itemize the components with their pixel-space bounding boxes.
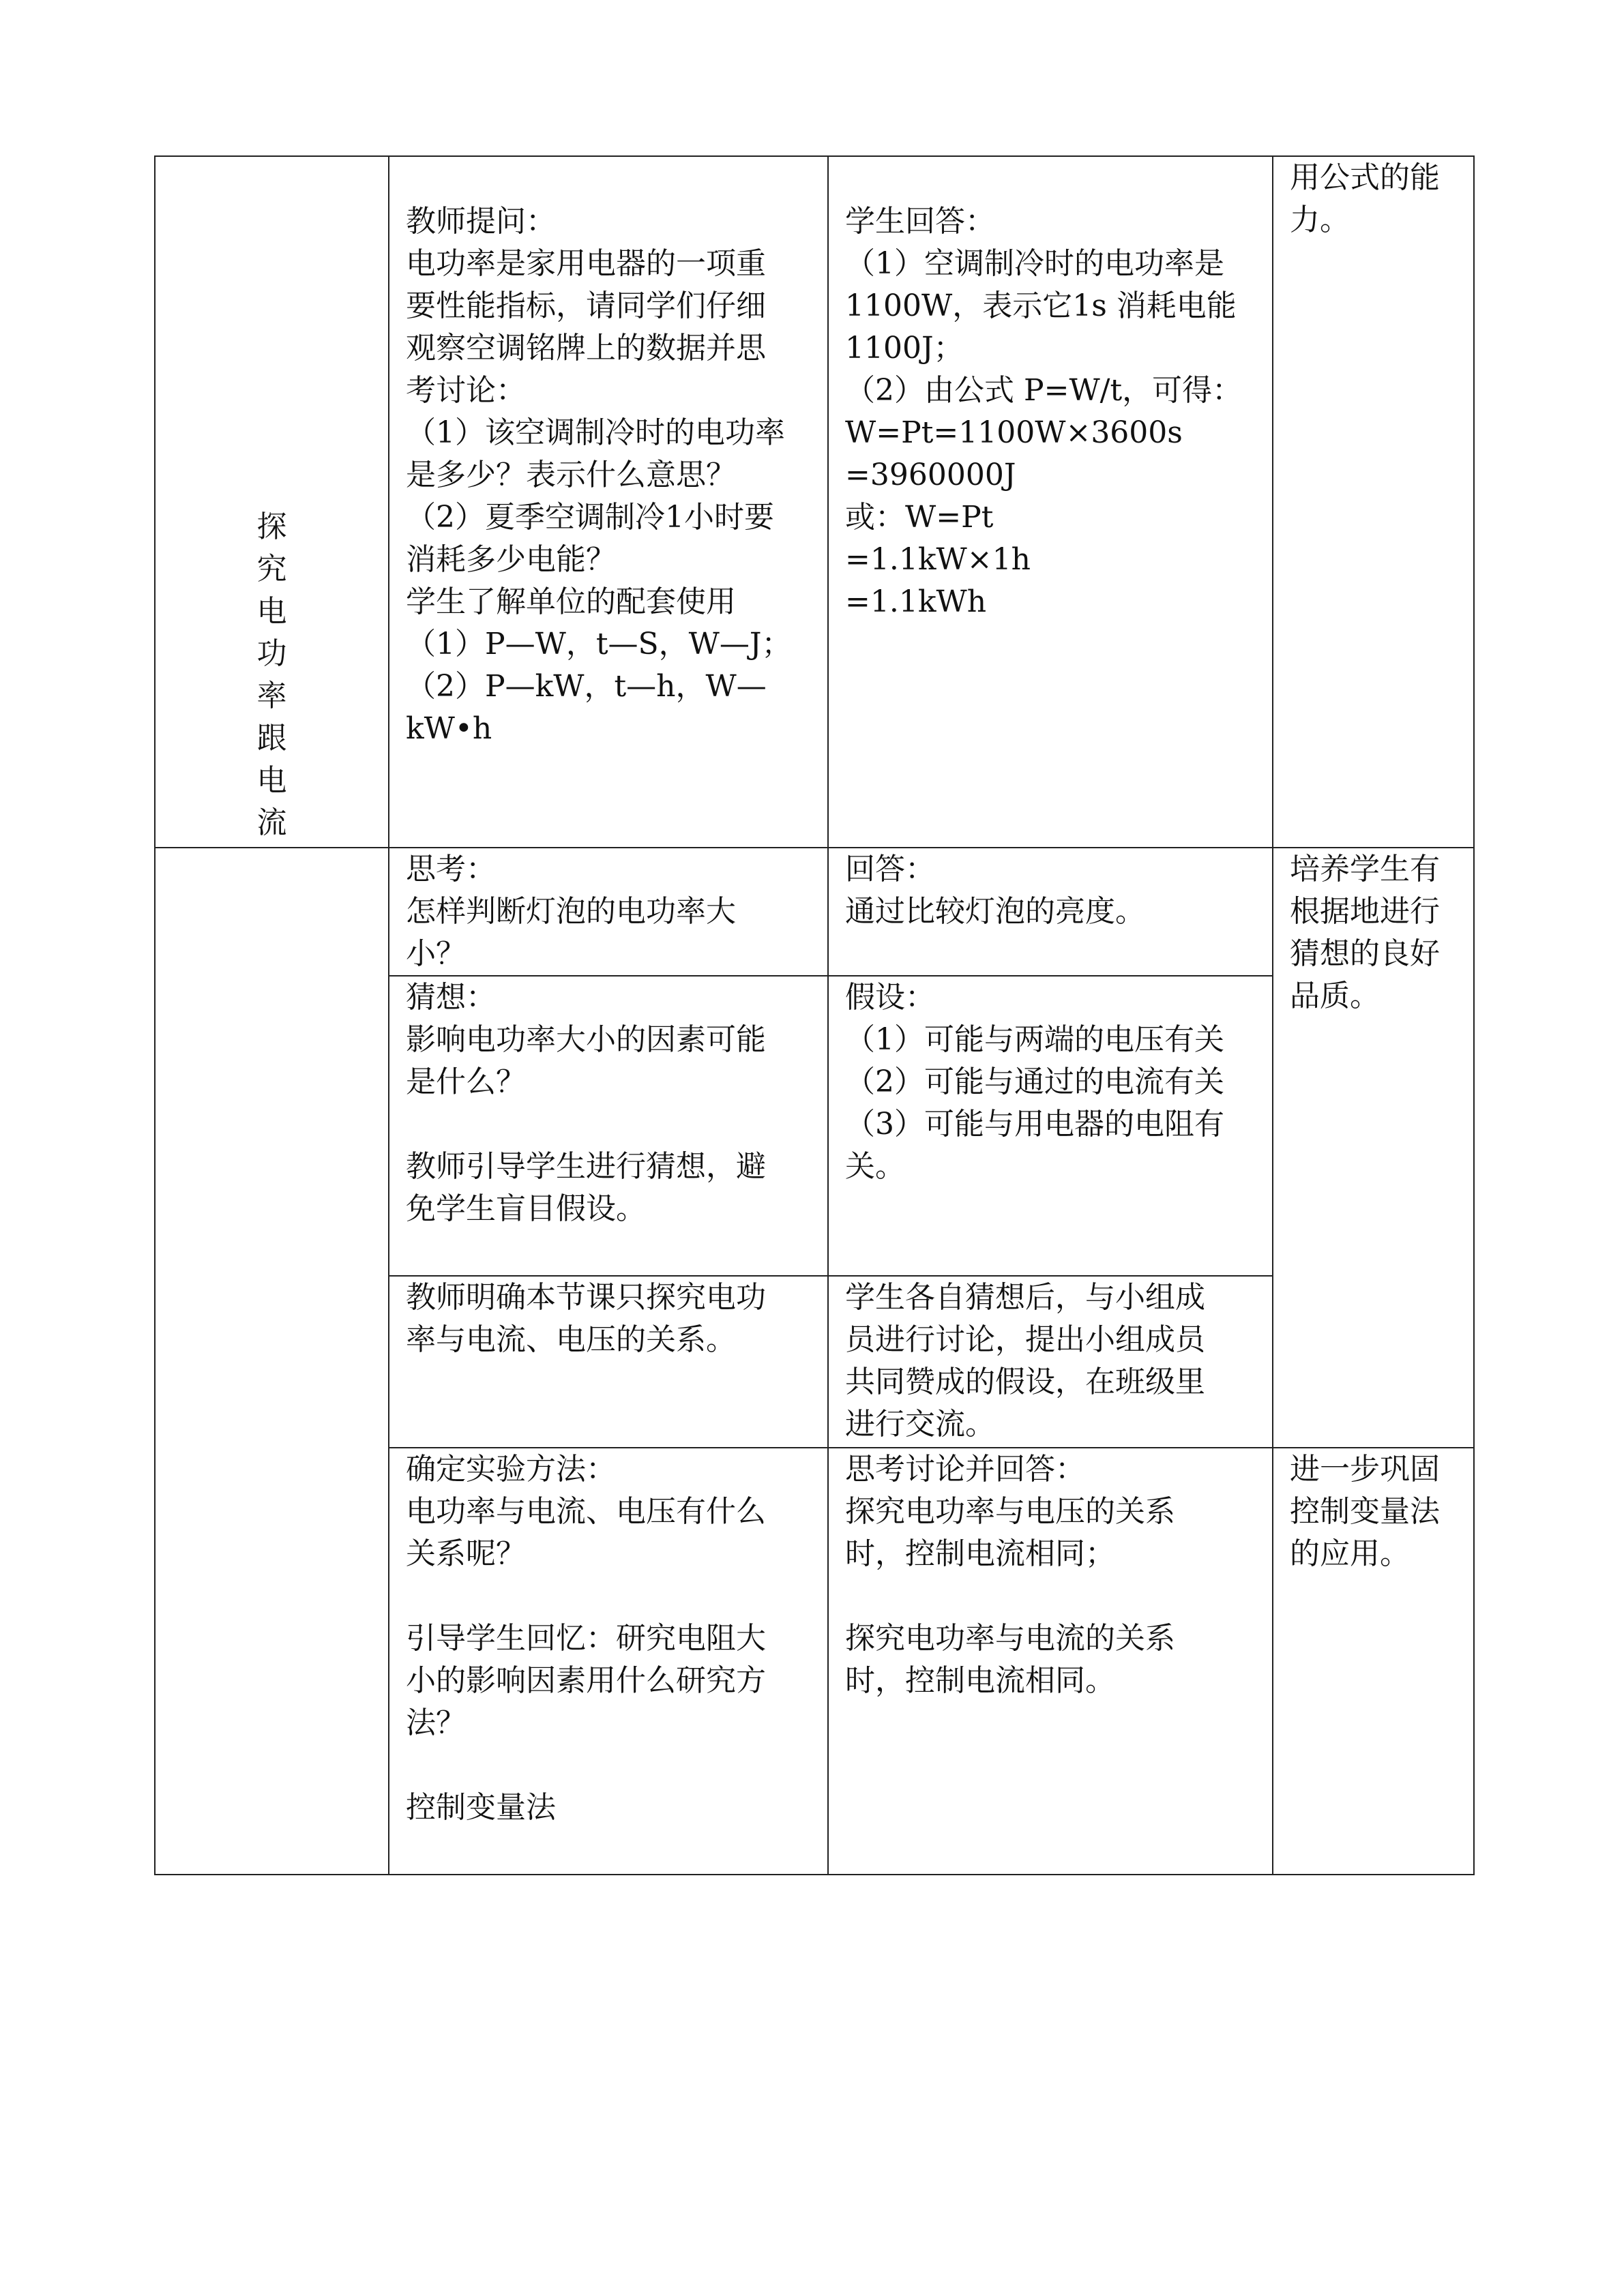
text-line: 假设： — [845, 980, 935, 1015]
purpose-text — [1290, 1448, 1457, 1575]
text-line: 时，控制电流相同。 — [845, 1663, 1115, 1698]
text-line: 关。 — [845, 1149, 905, 1184]
student-activity-cell — [828, 156, 1273, 848]
text-line: 电功率与电流、电压有什么 — [406, 1494, 766, 1529]
text-line: （1）空调制冷时的电功率是 — [845, 246, 1224, 281]
text-line: 培养学生有 — [1290, 852, 1440, 886]
text-line: =1.1kWh — [845, 584, 987, 619]
method-text — [406, 1448, 811, 1829]
student-answer-text — [845, 200, 1256, 623]
hypothesis-text — [845, 976, 1256, 1188]
text-line: =1.1kW×1h — [845, 542, 1031, 577]
text-line: kW•h — [406, 711, 492, 746]
text-line — [406, 1103, 811, 1146]
student-activity-cell — [828, 1276, 1273, 1448]
text-line: 1100W，表示它1s 消耗电能 — [845, 288, 1237, 323]
stage-title-cell — [155, 509, 389, 1875]
text-line: （3）可能与用电器的电阻有 — [845, 1107, 1224, 1142]
text-line: （2）P—kW，t—h，W— — [406, 669, 767, 704]
text-line: 消耗多少电能？ — [406, 542, 616, 577]
text-line: （1）P—W，t—S，W—J； — [406, 627, 792, 661]
student-activity-cell — [828, 848, 1273, 976]
text-line: 教师明确本节课只探究电功 — [406, 1280, 766, 1315]
text-line: 影响电功率大小的因素可能 — [406, 1022, 766, 1057]
text-line: 怎样判断灯泡的电功率大 — [406, 894, 736, 929]
text-line: 率 — [256, 679, 287, 713]
text-line: 用公式的能 — [1290, 160, 1440, 195]
text-line — [406, 1744, 811, 1787]
teacher-activity-cell — [389, 156, 828, 848]
text-line: 电 — [256, 594, 287, 629]
teacher-question-text — [406, 200, 811, 750]
text-line: 的应用。 — [1290, 1536, 1410, 1571]
text-line: 率与电流、电压的关系。 — [406, 1322, 736, 1357]
text-line: 法？ — [406, 1705, 466, 1740]
text-line: 关系呢？ — [406, 1536, 526, 1571]
text-line: 流 — [256, 805, 287, 840]
text-line: 学生各自猜想后，与小组成 — [845, 1280, 1205, 1315]
text-line: （2）由公式 P=W/t，可得： — [845, 373, 1243, 408]
text-line: 思考： — [406, 852, 496, 886]
teacher-activity-cell — [389, 1276, 828, 1448]
think-question-text — [406, 848, 811, 975]
text-line — [406, 1575, 811, 1617]
text-line: 学生了解单位的配套使用 — [406, 584, 736, 619]
text-line: 思考讨论并回答： — [845, 1452, 1085, 1487]
think-answer-text — [845, 848, 1256, 933]
text-line: 通过比较灯泡的亮度。 — [845, 894, 1145, 929]
text-line: 是什么？ — [406, 1064, 526, 1099]
text-line — [845, 1575, 1256, 1617]
text-line: 时，控制电流相同； — [845, 1536, 1115, 1571]
text-line: 猜想： — [406, 980, 496, 1015]
text-line: （1）可能与两端的电压有关 — [845, 1022, 1224, 1057]
text-line: 探究电功率与电流的关系 — [845, 1621, 1175, 1656]
text-line: 进行交流。 — [845, 1407, 995, 1442]
purpose-cell — [1273, 848, 1474, 1448]
text-line: 控制变量法 — [1290, 1494, 1440, 1529]
text-line: 1100J； — [845, 331, 964, 366]
text-line: 进一步巩固 — [1290, 1452, 1440, 1487]
method-answer-text — [845, 1448, 1256, 1702]
text-line: 回答： — [845, 852, 935, 886]
text-line: 免学生盲目假设。 — [406, 1191, 646, 1226]
text-line: 学生回答： — [845, 204, 995, 239]
text-line: （2）夏季空调制冷1小时要 — [406, 500, 774, 535]
guess-question-text — [406, 976, 811, 1230]
text-line: 是多少？表示什么意思？ — [406, 458, 736, 492]
text-line: 控制变量法 — [406, 1790, 556, 1825]
lesson-plan-table — [154, 155, 1475, 1875]
teacher-activity-cell — [389, 976, 828, 1276]
text-line: 共同赞成的假设，在班级里 — [845, 1365, 1205, 1399]
purpose-cell — [1273, 156, 1474, 848]
text-line: 确定实验方法： — [406, 1452, 616, 1487]
student-activity-cell — [828, 976, 1273, 1276]
text-line: 小？ — [406, 936, 466, 971]
purpose-cell — [1273, 1448, 1474, 1875]
text-line: 探究电功率与电压的关系 — [845, 1494, 1175, 1529]
text-line: 要性能指标，请同学们仔细 — [406, 288, 766, 323]
text-line: 观察空调铭牌上的数据并思 — [406, 331, 766, 366]
text-line: 教师引导学生进行猜想，避 — [406, 1149, 766, 1184]
purpose-text — [1290, 157, 1457, 241]
teacher-activity-cell — [389, 1448, 828, 1875]
text-line: （2）可能与通过的电流有关 — [845, 1064, 1224, 1099]
teacher-activity-cell — [389, 848, 828, 976]
stage-title-text — [172, 506, 372, 844]
purpose-text — [1290, 848, 1457, 1017]
text-line: 员进行讨论，提出小组成员 — [845, 1322, 1205, 1357]
discussion-text — [845, 1277, 1256, 1446]
text-line: （1）该空调制冷时的电功率 — [406, 415, 785, 450]
student-activity-cell — [828, 1448, 1273, 1875]
text-line: 小的影响因素用什么研究方 — [406, 1663, 766, 1698]
text-line: 或：W=Pt — [845, 500, 994, 535]
text-line: 力。 — [1290, 203, 1350, 237]
text-line: 猜想的良好 — [1290, 936, 1440, 971]
text-line: 究 — [256, 552, 287, 586]
text-line: 品质。 — [1290, 979, 1380, 1013]
clarify-text — [406, 1277, 811, 1361]
text-line: 功 — [256, 636, 287, 671]
text-line: =3960000J — [845, 458, 1016, 492]
table-row — [155, 848, 1474, 976]
text-line: 跟 — [256, 721, 287, 756]
text-line: 根据地进行 — [1290, 894, 1440, 929]
text-line: 电 — [256, 763, 287, 798]
text-line: 教师提问： — [406, 204, 556, 239]
text-line: 考讨论： — [406, 373, 526, 408]
text-line: 电功率是家用电器的一项重 — [406, 246, 766, 281]
text-line: 引导学生回忆：研究电阻大 — [406, 1621, 766, 1656]
text-line: 探 — [256, 509, 287, 544]
text-line: W=Pt=1100W×3600s — [845, 415, 1183, 450]
